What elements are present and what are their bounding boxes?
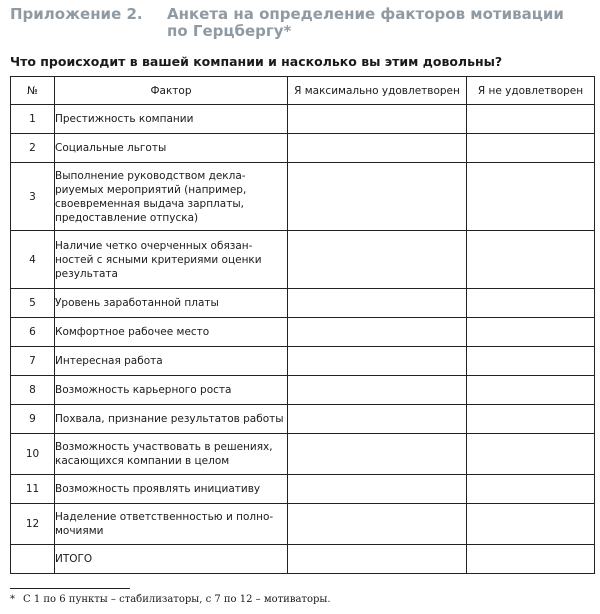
table-row bbox=[11, 475, 595, 504]
satisfied-cell[interactable] bbox=[288, 231, 467, 289]
appendix-label: Приложение 2. bbox=[10, 5, 143, 23]
table-row bbox=[11, 405, 595, 434]
row-factor: Наличие четко очерченных обязан-ностей с ясными критериями оценки результата bbox=[55, 231, 288, 289]
header-number: № bbox=[11, 77, 55, 105]
row-factor: Интересная работа bbox=[55, 347, 288, 376]
satisfied-cell[interactable] bbox=[288, 434, 467, 475]
not-satisfied-cell[interactable] bbox=[467, 475, 595, 504]
table-row bbox=[11, 434, 595, 475]
row-factor: Социальные льготы bbox=[55, 134, 288, 163]
not-satisfied-cell[interactable] bbox=[467, 134, 595, 163]
table-row bbox=[11, 105, 595, 134]
row-number: 7 bbox=[11, 347, 55, 376]
row-number: 2 bbox=[11, 134, 55, 163]
row-factor: ИТОГО bbox=[55, 545, 288, 574]
not-satisfied-cell[interactable] bbox=[467, 105, 595, 134]
header-satisfied: Я максимально удовлетворен bbox=[288, 77, 467, 105]
table-row bbox=[11, 163, 595, 231]
row-number: 12 bbox=[11, 504, 55, 545]
row-factor: Престижность компании bbox=[55, 105, 288, 134]
satisfied-cell[interactable] bbox=[288, 105, 467, 134]
not-satisfied-cell[interactable] bbox=[467, 405, 595, 434]
not-satisfied-cell[interactable] bbox=[467, 434, 595, 475]
not-satisfied-cell[interactable] bbox=[467, 163, 595, 231]
satisfied-cell[interactable] bbox=[288, 289, 467, 318]
header-factor: Фактор bbox=[55, 77, 288, 105]
satisfied-cell[interactable] bbox=[288, 318, 467, 347]
table-row bbox=[11, 545, 595, 574]
footnote bbox=[10, 594, 331, 605]
survey-question: Что происходит в вашей компании и насколько вы этим довольны? bbox=[10, 54, 503, 69]
satisfied-cell[interactable] bbox=[288, 134, 467, 163]
table-row bbox=[11, 231, 595, 289]
appendix-heading: Анкета на определение факторов мотивации по Герцбергу* bbox=[167, 5, 564, 40]
row-number: 6 bbox=[11, 318, 55, 347]
row-factor: Возможность проявлять инициативу bbox=[55, 475, 288, 504]
row-factor: Выполнение руководством декла-риуемых мероприятий (например, своевременная выдача зарплаты, предоставление отпуска) bbox=[55, 163, 288, 231]
header-not-satisfied: Я не удовлетворен bbox=[467, 77, 595, 105]
footnote-divider bbox=[10, 588, 130, 589]
satisfied-cell[interactable] bbox=[288, 475, 467, 504]
row-number: 1 bbox=[11, 105, 55, 134]
not-satisfied-cell[interactable] bbox=[467, 504, 595, 545]
satisfied-cell[interactable] bbox=[288, 545, 467, 574]
table-row bbox=[11, 318, 595, 347]
satisfied-cell[interactable] bbox=[288, 376, 467, 405]
not-satisfied-cell[interactable] bbox=[467, 545, 595, 574]
not-satisfied-cell[interactable] bbox=[467, 347, 595, 376]
row-number: 9 bbox=[11, 405, 55, 434]
row-factor: Возможность карьерного роста bbox=[55, 376, 288, 405]
row-factor: Наделение ответственностью и полно-мочиями bbox=[55, 504, 288, 545]
not-satisfied-cell[interactable] bbox=[467, 318, 595, 347]
row-number: 10 bbox=[11, 434, 55, 475]
row-number: 8 bbox=[11, 376, 55, 405]
satisfied-cell[interactable] bbox=[288, 163, 467, 231]
satisfied-cell[interactable] bbox=[288, 504, 467, 545]
satisfied-cell[interactable] bbox=[288, 347, 467, 376]
survey-table-body bbox=[11, 105, 595, 574]
footnote-text: С 1 по 6 пункты – стабилизаторы, с 7 по 12 – мотиваторы. bbox=[23, 594, 331, 605]
not-satisfied-cell[interactable] bbox=[467, 231, 595, 289]
row-number: 4 bbox=[11, 231, 55, 289]
row-factor: Возможность участвовать в решениях, касающихся компании в целом bbox=[55, 434, 288, 475]
not-satisfied-cell[interactable] bbox=[467, 289, 595, 318]
table-row bbox=[11, 504, 595, 545]
table-row bbox=[11, 347, 595, 376]
table-row bbox=[11, 376, 595, 405]
row-number bbox=[11, 545, 55, 574]
row-factor: Похвала, признание результатов работы bbox=[55, 405, 288, 434]
survey-table bbox=[10, 76, 595, 574]
footnote-marker: * bbox=[10, 594, 15, 605]
row-number: 11 bbox=[11, 475, 55, 504]
row-factor: Комфортное рабочее место bbox=[55, 318, 288, 347]
table-header-row bbox=[11, 77, 595, 105]
table-row bbox=[11, 289, 595, 318]
not-satisfied-cell[interactable] bbox=[467, 376, 595, 405]
row-factor: Уровень заработанной платы bbox=[55, 289, 288, 318]
row-number: 5 bbox=[11, 289, 55, 318]
row-number: 3 bbox=[11, 163, 55, 231]
table-row bbox=[11, 134, 595, 163]
satisfied-cell[interactable] bbox=[288, 405, 467, 434]
